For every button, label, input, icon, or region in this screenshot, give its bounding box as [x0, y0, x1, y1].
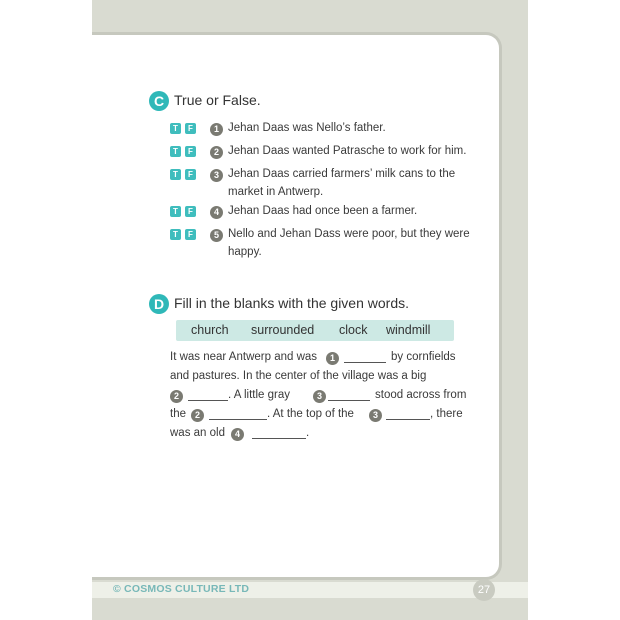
- statement: Jehan Daas carried farmers’ milk cans to the market in Antwerp.: [228, 168, 456, 198]
- blank-1[interactable]: [344, 362, 386, 363]
- number-badge: 2: [170, 390, 183, 403]
- paragraph-line-3: 2 . A little gray 3 stood across from: [170, 389, 470, 408]
- word-bank-item: surrounded: [251, 323, 315, 337]
- true-box[interactable]: T: [170, 206, 181, 217]
- true-box[interactable]: T: [170, 229, 181, 240]
- paragraph-line-4: the 2 . At the top of the 3 , there: [170, 408, 463, 420]
- word-bank-item: church: [191, 323, 229, 337]
- copyright-text: © COSMOS CULTURE LTD: [113, 583, 250, 595]
- number-badge: 1: [210, 123, 223, 136]
- statement: Jehan Daas wanted Patrasche to work for him.: [228, 145, 467, 157]
- paragraph-line-2: and pastures. In the center of the village was a big: [170, 370, 427, 382]
- blank-2[interactable]: [188, 400, 228, 401]
- blank-6[interactable]: [252, 438, 306, 439]
- blank-3[interactable]: [328, 400, 370, 401]
- true-box[interactable]: T: [170, 123, 181, 134]
- statement: Jehan Daas was Nello’s father.: [228, 122, 386, 134]
- page-number: 27: [473, 579, 495, 601]
- false-box[interactable]: F: [185, 169, 196, 180]
- statement: Jehan Daas had once been a farmer.: [228, 205, 418, 217]
- number-badge: 4: [210, 206, 223, 219]
- false-box[interactable]: F: [185, 229, 196, 240]
- word-bank: [176, 320, 454, 341]
- word-bank-item: windmill: [386, 323, 431, 337]
- false-box[interactable]: F: [185, 123, 196, 134]
- number-badge: 1: [326, 352, 339, 365]
- word-bank-item: clock: [339, 323, 368, 337]
- number-badge: 3: [210, 169, 223, 182]
- section-c-badge: C: [149, 91, 169, 111]
- section-d-badge: D: [149, 294, 169, 314]
- true-box[interactable]: T: [170, 169, 181, 180]
- section-d-title: Fill in the blanks with the given words.: [174, 295, 409, 311]
- number-badge: 2: [210, 146, 223, 159]
- number-badge: 5: [210, 229, 223, 242]
- paragraph-line-1: It was near Antwerp and was 1 by cornfields: [170, 351, 456, 363]
- blank-5[interactable]: [386, 419, 430, 420]
- section-c-title: True or False.: [174, 92, 261, 108]
- false-box[interactable]: F: [185, 146, 196, 157]
- statement: Nello and Jehan Dass were poor, but they were happy.: [228, 228, 470, 258]
- number-badge: 3: [369, 409, 382, 422]
- number-badge: 4: [231, 428, 244, 441]
- true-box[interactable]: T: [170, 146, 181, 157]
- paragraph-line-5: was an old 4 .: [170, 427, 310, 439]
- false-box[interactable]: F: [185, 206, 196, 217]
- number-badge: 3: [313, 390, 326, 403]
- number-badge: 2: [191, 409, 204, 422]
- blank-4[interactable]: [209, 419, 267, 420]
